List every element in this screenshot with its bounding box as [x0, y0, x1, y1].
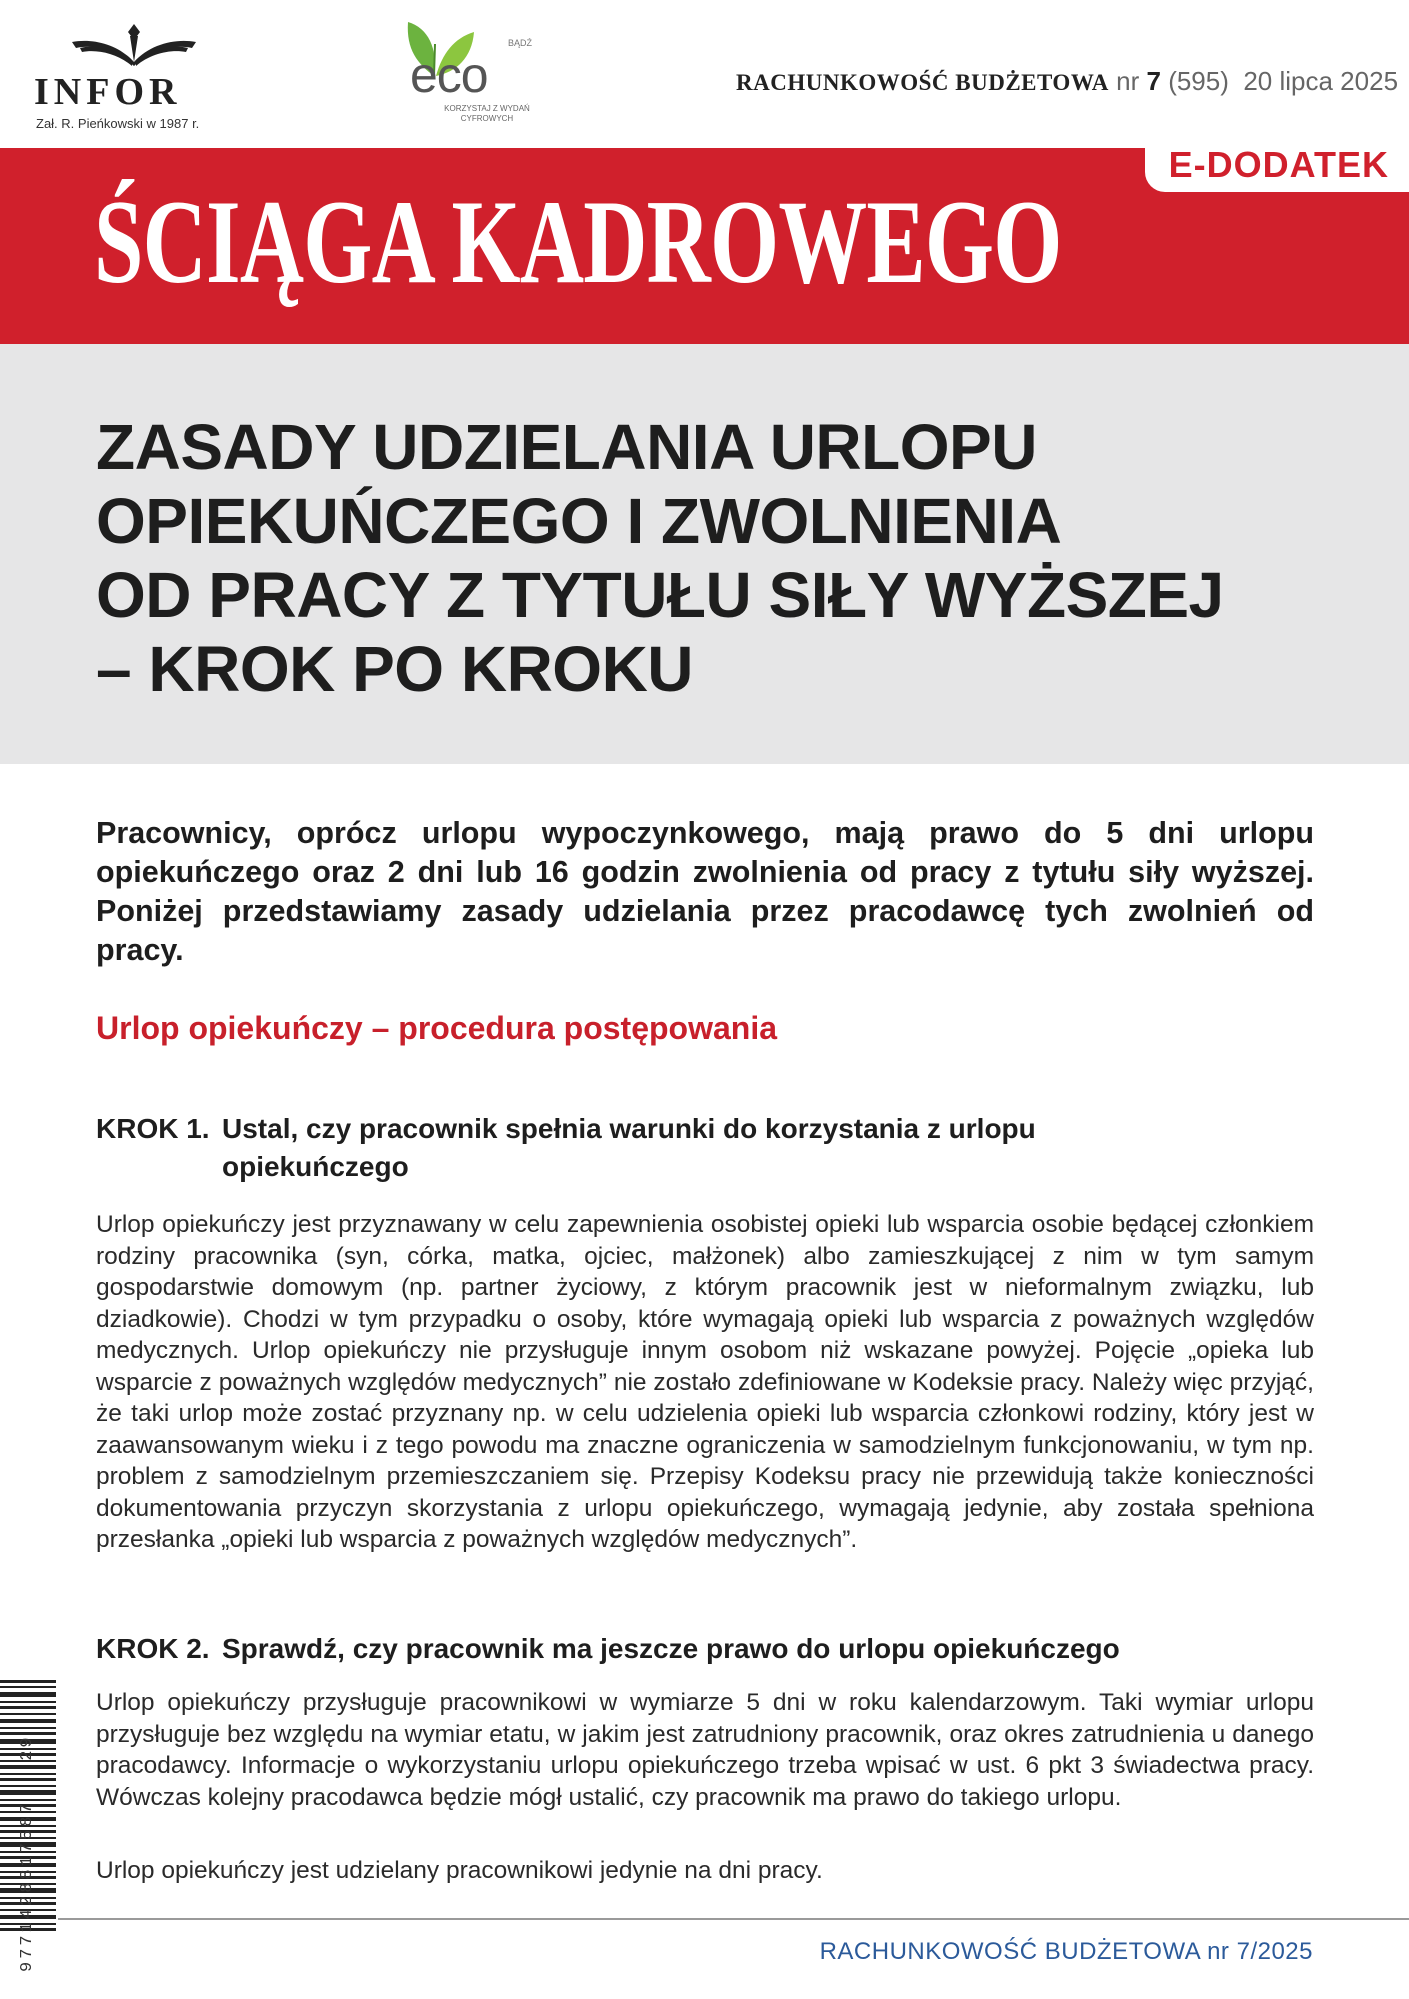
- footer-publication: RACHUNKOWOŚĆ BUDŻETOWA nr 7/2025: [819, 1938, 1313, 1965]
- step-1-title-cont: opiekuńczego: [222, 1151, 409, 1182]
- step-1-title: Ustal, czy pracownik spełnia warunki do korzystania z urlopu: [222, 1113, 1036, 1144]
- infor-wordmark: INFOR: [34, 71, 182, 113]
- infor-logo: [30, 22, 240, 132]
- issue-nr-label: nr: [1116, 66, 1140, 96]
- issue-date: 20 lipca 2025: [1243, 66, 1399, 96]
- eco-logo: [392, 14, 542, 132]
- eco-wordmark: eco: [410, 47, 488, 103]
- eco-prefix: BĄDŹ: [508, 38, 533, 48]
- step-1-prefix: KROK 1.: [96, 1113, 210, 1144]
- barcode-suffix: 29: [18, 1734, 37, 1761]
- article-title-line: OD PRACY Z TYTUŁU SIŁY WYŻSZEJ: [96, 559, 1224, 631]
- infor-tagline: Zał. R. Pieńkowski w 1987 r.: [36, 116, 200, 131]
- step-2-prefix: KROK 2.: [96, 1633, 210, 1664]
- issue-publication: RACHUNKOWOŚĆ BUDŻETOWA: [736, 70, 1109, 95]
- lead-paragraph: Pracownicy, oprócz urlopu wypoczynkowego, mają prawo do 5 dni urlopu opiekuńczego oraz 2 dni lub 16 godzin zwolnienia od pracy z tytułu siły wyższej. Poniżej przedstawiamy zasady udzielania przez pracodawcę tych zwolnień od pracy.: [96, 816, 1314, 967]
- issue-info: [736, 66, 1398, 97]
- step-1-heading: [96, 1110, 1326, 1186]
- step-1-paragraph: Urlop opiekuńczy jest przyznawany w celu zapewnienia osobistej opieki lub wsparcia osobie będącej członkiem rodziny pracownika (syn, córka, matka, ojciec, małżonek) albo zamieszkującej z nim w tym samym gospodarstwie domowym (np. partner życiowy, z którym pracownik jest w nieformalnym związku, lub dziadkowie). Chodzi w tym przypadku o osoby, które wymagają opieki lub wsparcia z poważnych względów medycznych. Urlop opiekuńczy nie przysługuje innym osobom niż wskazane powyżej. Pojęcie „opieka lub wsparcie z poważnych względów medycznych” nie zostało zdefiniowane w Kodeksie pracy. Należy więc przyjąć, że taki urlop może zostać przyznany np. w celu udzielenia opieki lub wsparcia członkowi rodziny, który jest w zaawansowanym wieku i z tego powodu ma znaczne ograniczenia w samodzielnym funkcjonowaniu, w tym np. problem z samodzielnym przemieszczaniem się. Przepisy Kodeksu pracy nie przewidują także konieczności dokumentowania przyczyn skorzystania z urlopu opiekuńczego, wymagają jedynie, aby została spełniona przesłanka „opieki lub wsparcia z poważnych względów medycznych”.: [96, 1211, 1314, 1553]
- step-2-paragraph: Urlop opiekuńczy przysługuje pracownikowi w wymiarze 5 dni w roku kalendarzowym. Taki wymiar urlopu przysługuje bez względu na wymiar etatu, w jakim jest zatrudniony pracownik, oraz okres zatrudnienia u danego pracodawcy. Informacje o wykorzystaniu urlopu opiekuńczego trzeba wpisać w ust. 6 pkt 3 świadectwa pracy. Wówczas kolejny pracodawca będzie mógł ustalić, czy pracownik ma prawo do takiego urlopu.: [96, 1689, 1314, 1811]
- barcode-number: 9771428817587: [18, 1800, 37, 1972]
- issue-number: 7: [1146, 66, 1161, 96]
- eco-tagline: KORZYSTAJ Z WYDAŃ CYFROWYCH: [444, 104, 530, 123]
- section-heading: Urlop opiekuńczy – procedura postępowania: [96, 1010, 778, 1046]
- article-title-line: – KROK PO KROKU: [96, 633, 693, 705]
- barcode-digits: [18, 1734, 37, 1972]
- e-dodatek-badge: E-DODATEK: [1145, 140, 1409, 192]
- step-2-heading: [96, 1630, 1326, 1668]
- article-title-line: ZASADY UDZIELANIA URLOPU: [96, 411, 1037, 483]
- article-title: [96, 410, 1336, 706]
- step-2-paragraph: Urlop opiekuńczy jest udzielany pracownikowi jedynie na dni pracy.: [96, 1857, 823, 1884]
- step-2-title: Sprawdź, czy pracownik ma jeszcze prawo do urlopu opiekuńczego: [222, 1633, 1120, 1664]
- issue-serial: (595): [1168, 66, 1229, 96]
- open-book-icon: [70, 22, 200, 68]
- masthead-title: ŚCIĄGA KADROWEGO: [94, 175, 1062, 308]
- footer-rule: [58, 1918, 1409, 1920]
- article-title-line: OPIEKUŃCZEGO I ZWOLNIENIA: [96, 485, 1062, 557]
